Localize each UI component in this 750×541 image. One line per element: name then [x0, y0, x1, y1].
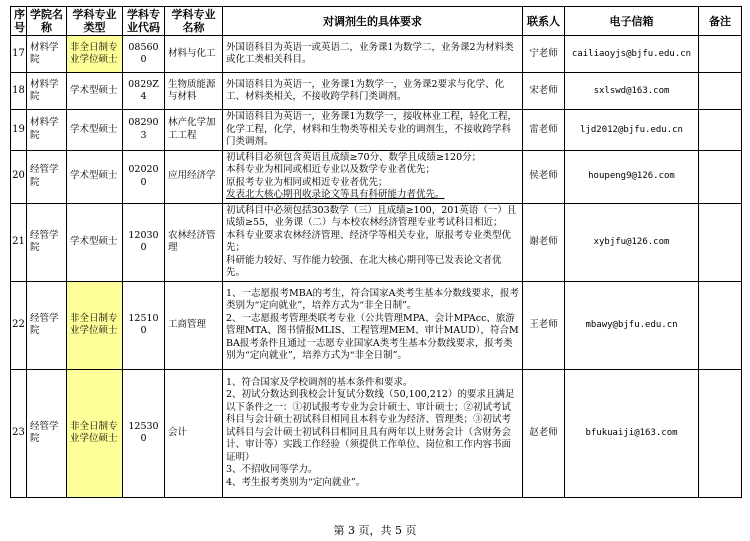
requirement-line: 1、符合国家及学校调剂的基本条件和要求。: [226, 376, 413, 388]
header-no: 序号: [11, 7, 27, 36]
requirement-line: 3、不招收同等学力。: [226, 464, 318, 476]
row-name: 材料与化工: [165, 36, 223, 73]
row-college: 经管学院: [27, 203, 67, 281]
row-contact: 雷老师: [523, 110, 565, 151]
row-remark: [699, 203, 742, 281]
row-college: 材料学院: [27, 36, 67, 73]
row-college: 经管学院: [27, 281, 67, 369]
table-row: [11, 281, 742, 369]
requirement-line: 原报考专业为相同或相近专业者优先；: [226, 176, 388, 188]
row-remark: [699, 150, 742, 203]
row-email: houpeng9@126.com: [565, 150, 699, 203]
adjustment-table: [10, 6, 742, 498]
row-no: 21: [11, 203, 27, 281]
row-type: 非全日制专业学位硕士: [67, 369, 123, 497]
row-no: 23: [11, 369, 27, 497]
header-type: 学科专业类型: [67, 7, 123, 36]
row-name: 应用经济学: [165, 150, 223, 203]
row-remark: [699, 36, 742, 73]
table-row: [11, 73, 742, 110]
row-contact: 宁老师: [523, 36, 565, 73]
row-name: 林产化学加工工程: [165, 110, 223, 151]
row-type: 学术型硕士: [67, 150, 123, 203]
table-row: [11, 203, 742, 281]
row-no: 22: [11, 281, 27, 369]
row-type: 非全日制专业学位硕士: [67, 36, 123, 73]
row-requirements: [223, 369, 523, 497]
row-name: 会计: [165, 369, 223, 497]
row-college: 材料学院: [27, 73, 67, 110]
page-footer: 第 3 页，共 5 页: [333, 524, 417, 537]
row-college: 经管学院: [27, 369, 67, 497]
row-no: 18: [11, 73, 27, 110]
row-name: 生物质能源与材料: [165, 73, 223, 110]
row-code: 125300: [123, 369, 165, 497]
requirement-line: 本科专业要求农林经济管理、经济学等相关专业，原报考专业类型优先；: [226, 229, 512, 253]
header-contact: 联系人: [523, 7, 565, 36]
requirement-line: 2、一志愿报考管理类联考专业（公共管理MPA、会计MPAcc、旅游管理MTA、图书情报MLIS、工程管理MEM、审计MAUD），符合MBA报考条件且通过一志愿专业国家A类考生基本分数线要求，报考类别为“定向就业”，培养方式为“非全日制”。: [226, 312, 519, 361]
table-row: [11, 36, 742, 73]
row-contact: 宋老师: [523, 73, 565, 110]
row-contact: 谢老师: [523, 203, 565, 281]
row-college: 材料学院: [27, 110, 67, 151]
row-type: 学术型硕士: [67, 110, 123, 151]
row-requirements: [223, 281, 523, 369]
table-row: [11, 369, 742, 497]
row-type: 学术型硕士: [67, 73, 123, 110]
header-college: 学院名称: [27, 7, 67, 36]
row-email: xybjfu@126.com: [565, 203, 699, 281]
row-remark: [699, 281, 742, 369]
row-type: 非全日制专业学位硕士: [67, 281, 123, 369]
row-college: 经管学院: [27, 150, 67, 203]
row-requirements: [223, 203, 523, 281]
requirement-line: 初试科目必须包含英语且成绩≥70分、数学且成绩≥120分；: [226, 151, 482, 163]
row-email: cailiaoyjs@bjfu.edu.cn: [565, 36, 699, 73]
row-code: 020200: [123, 150, 165, 203]
table-row: [11, 110, 742, 151]
header-requirements: 对调剂生的具体要求: [223, 7, 523, 36]
requirement-line: 外国语科目为英语一或英语二，业务课1为数学二，业务课2为材料类或化工类相关科目。: [226, 41, 514, 65]
row-code: 0829Z4: [123, 73, 165, 110]
row-code: 085600: [123, 36, 165, 73]
row-code: 120300: [123, 203, 165, 281]
row-name: 农林经济管理: [165, 203, 223, 281]
row-no: 17: [11, 36, 27, 73]
row-code: 082903: [123, 110, 165, 151]
table-row: [11, 150, 742, 203]
header-email: 电子信箱: [565, 7, 699, 36]
header-name: 学科专业名称: [165, 7, 223, 36]
row-email: ljd2012@bjfu.edu.cn: [565, 110, 699, 151]
row-type: 学术型硕士: [67, 203, 123, 281]
row-email: mbawy@bjfu.edu.cn: [565, 281, 699, 369]
row-requirements: [223, 73, 523, 110]
row-no: 20: [11, 150, 27, 203]
row-requirements: [223, 36, 523, 73]
requirement-line: 1、一志愿报考MBA的考生，符合国家A类考生基本分数线要求，报考类别为“定向就业”，培养方式为“非全日制”。: [226, 287, 519, 311]
row-no: 19: [11, 110, 27, 151]
row-requirements: [223, 150, 523, 203]
row-contact: 侯老师: [523, 150, 565, 203]
row-remark: [699, 110, 742, 151]
row-name: 工商管理: [165, 281, 223, 369]
row-contact: 赵老师: [523, 369, 565, 497]
row-remark: [699, 369, 742, 497]
row-email: sxlswd@163.com: [565, 73, 699, 110]
requirement-line: 2、初试分数达到我校会计复试分数线（50,100,212）的要求且满足以下条件之一：①初试报考专业为会计硕士、审计硕士；②初试考试科目与会计硕士初试科目相同且本科专业为经济、管理类；③初试考试科目与会计硕士初试科目相同且具有两年以上财务会计（含财务会计、审计等）实践工作经验（须提供工作单位、岗位和工作内容书面证明）: [226, 389, 515, 463]
requirement-line: 发表北大核心期刊收录论文等具有科研能力者优先。: [226, 189, 445, 200]
header-remark: 备注: [699, 7, 742, 36]
row-code: 125100: [123, 281, 165, 369]
requirement-line: 外国语科目为英语一，业务课1为数学一，业务课2要求与化学、化工、材料类相关，不接收跨学科门类调剂。: [226, 78, 505, 102]
row-email: bfukuaiji@163.com: [565, 369, 699, 497]
header-row: [11, 7, 742, 36]
requirement-line: 初试科目中必须包括303数学（三）且成绩≥100，201英语（一）且成绩≥55，业务课（二）与本校农林经济管理专业考试科目相近；: [226, 204, 517, 228]
row-contact: 王老师: [523, 281, 565, 369]
requirement-line: 本科专业为相同或相近专业以及数学专业者优先；: [226, 164, 436, 175]
requirement-line: 4、考生报考类别为“定向就业”。: [226, 476, 366, 488]
header-code: 学科专业代码: [123, 7, 165, 36]
requirement-line: 外国语科目为英语一，业务课1为数学一，接收林业工程，轻化工程，化学工程，化学，材料和生物类等相关专业的调剂生，不接收跨学科门类调剂。: [226, 111, 518, 147]
requirement-line: 科研能力较好、写作能力较强、在北大核心期刊等已发表论文者优先。: [226, 254, 502, 278]
row-requirements: [223, 110, 523, 151]
row-remark: [699, 73, 742, 110]
